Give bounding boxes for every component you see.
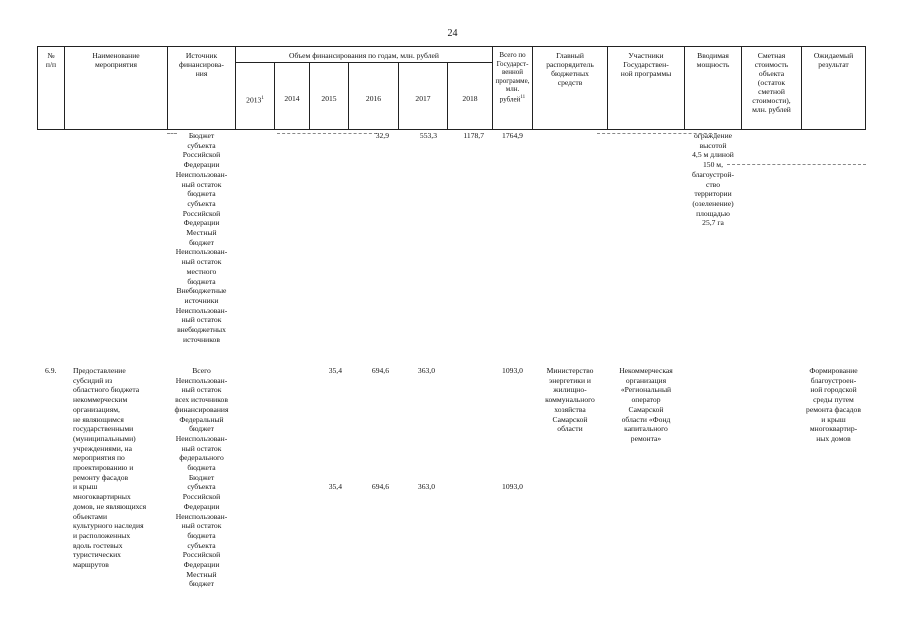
row-6-9-total: 1093,0	[502, 366, 523, 375]
block-top-total: 1764,9	[502, 131, 523, 140]
block-top-2017: 553,3	[419, 131, 437, 140]
header-year-2017: 2017	[415, 94, 431, 103]
row-6-9-total-regional: 1093,0	[502, 482, 523, 491]
block-top-capacity: ограждение высотой 4,5 м длиной 150 м, благоустрой- ство территории (озеленение) площадью 25,7 га	[691, 131, 735, 228]
row-6-9-2015: 35,4	[328, 366, 342, 375]
row-6-9-2016-regional: 694,6	[371, 482, 389, 491]
row-6-9-participants: Некоммерческая организация «Региональный оператор Самарской области «Фонд капитального ремонта»	[619, 366, 673, 443]
row-6-9-manager: Министерство энергетики и жилищно- коммунального хозяйства Самарской области	[545, 366, 595, 434]
row-6-9-name: Предоставление субсидий из областного бюджета некоммерческим организациям, не являющимся государственными (муниципальными) учреждениями, на мероприятия по проектированию и ремонту фасадов и крыш многоквартирных домов, не являющихся объектами культурного наследия и расположенных вдоль гостевых туристических маршрутов	[73, 366, 147, 570]
dash-mark	[727, 164, 866, 165]
header-year-2018: 2018	[462, 94, 478, 103]
row-6-9-2016: 694,6	[371, 366, 389, 375]
header-capacity: Вводимая мощность	[696, 51, 730, 69]
header-name: Наименование мероприятия	[92, 51, 140, 69]
row-6-9-sources: Всего Неиспользован- ный остаток всех источников финансирования Федеральный бюджет Неиспользован- ный остаток федерального бюджета Бюджет субъекта Российской Федерации Неиспользован- ный остаток бюджета субъекта Российской Федерации Местный бюджет	[174, 366, 229, 589]
header-volume: Объем финансирования по годам, млн. рублей	[289, 51, 439, 60]
col-border	[865, 46, 866, 130]
budget-table	[37, 46, 866, 636]
header-participants: Участники Государствен- ной программы	[620, 51, 672, 78]
block-top-2018: 1178,7	[463, 131, 484, 140]
header-total: Всего по Государст- венной программе, млн. рублей$^{11}$	[495, 51, 530, 104]
header-source: Источник финансирова- ния	[179, 51, 224, 78]
row-6-9-2015-regional: 35,4	[328, 482, 342, 491]
header-result: Ожидаемый результат	[813, 51, 854, 69]
row-6-9-2017: 363,0	[417, 366, 435, 375]
header-year-2013: 2013$^1$	[246, 95, 264, 105]
block-top-2016: 32,9	[375, 131, 389, 140]
row-6-9-2017-regional: 363,0	[417, 482, 435, 491]
header-year-2014: 2014	[284, 94, 300, 103]
row-6-9-result: Формирование благоустроен- ной городской среды путем ремонта фасадов и крыш многоквартир- ных домов	[806, 366, 861, 443]
page-number: 24	[447, 28, 458, 39]
header-year-2016: 2016	[365, 94, 382, 103]
header-num: № п/п	[45, 51, 57, 69]
header-cost: Сметная стоимость объекта (остаток сметной стоимости), млн. рублей	[752, 51, 791, 114]
header-year-2015: 2015	[321, 94, 337, 103]
block-top-sources: Бюджет субъекта Российской Федерации Неиспользован- ный остаток бюджета субъекта Российской Федерации Местный бюджет Неиспользован- ный остаток местного бюджета Внебюджетные источники Неиспользован- ный остаток внебюджетных источников	[175, 131, 228, 344]
header-manager: Главный распорядитель бюджетных средств	[546, 51, 594, 87]
row-6-9-number: 6.9.	[45, 366, 57, 375]
